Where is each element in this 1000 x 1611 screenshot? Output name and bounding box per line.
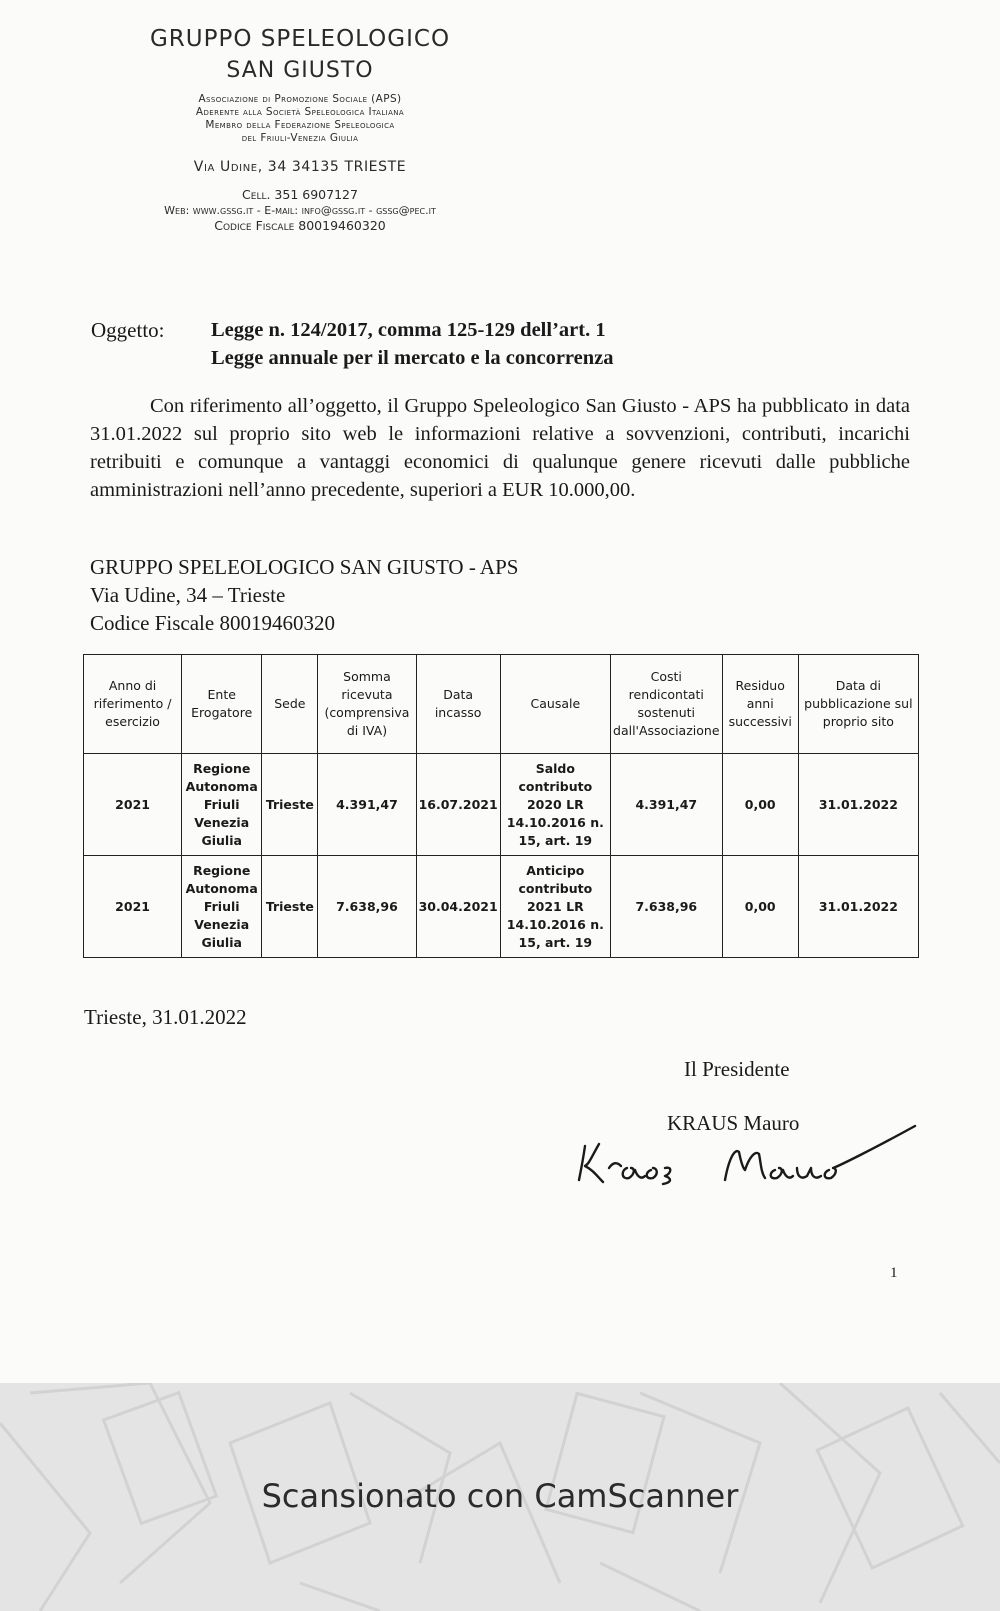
oggetto-label: Oggetto: [91,318,165,342]
handwritten-signature [575,1118,925,1198]
oggetto-text [211,316,614,372]
table-cell: 31.01.2022 [798,856,918,958]
affiliation-line: Membro della Federazione Speleologica [205,119,395,131]
table-row [84,754,919,856]
page-number: 1 [890,1265,898,1281]
letterhead-web-email: Web: www.gssg.it - E-mail: info@gssg.it - gssg@pec.it [164,204,436,217]
table-cell: 4.391,47 [610,754,722,856]
camscanner-footer [0,1383,1000,1611]
table-cell: Anticipo contributo 2021 LR 14.10.2016 n. 15, art. 19 [500,856,610,958]
affiliation-line: del Friuli-Venezia Giulia [241,132,359,144]
table-cell: 0,00 [722,856,798,958]
table-cell: 2021 [84,856,182,958]
table-header: Somma ricevuta (comprensiva di IVA) [318,655,416,754]
association-codice-fiscale: Codice Fiscale 80019460320 [90,611,335,635]
table-header: Data di pubblicazione sul proprio sito [798,655,918,754]
table-cell: Trieste [262,856,318,958]
letterhead-cell: Cell. 351 6907127 [242,187,358,202]
table-header: Anno di riferimento / esercizio [84,655,182,754]
org-name-line1: GRUPPO SPELEOLOGICO [149,26,451,52]
letterhead [110,26,490,233]
signatory-title: Il Presidente [684,1057,790,1081]
camscanner-label: Scansionato con CamScanner [261,1477,739,1515]
oggetto-line1: Legge n. 124/2017, comma 125-129 dell’art. 1 [211,319,606,341]
letterhead-codice-fiscale: Codice Fiscale 80019460320 [214,218,386,233]
table-header: Ente Erogatore [182,655,262,754]
table-cell: 7.638,96 [318,856,416,958]
oggetto-line2: Legge annuale per il mercato e la concorrenza [211,347,614,369]
table-cell: Trieste [262,754,318,856]
body-paragraph [90,392,910,504]
table-cell: Regione Autonoma Friuli Venezia Giulia [182,754,262,856]
table-header: Costi rendicontati sostenuti dall'Associazione [610,655,722,754]
table-header: Data incasso [416,655,500,754]
body-text: Con riferimento all’oggetto, il Gruppo Speleologico San Giusto - APS ha pubblicato in data 31.01.2022 sul proprio sito web le informazioni relative a sovvenzioni, contributi, incarichi retribuiti e comunque a vantaggi economici di qualunque genere ricevuti dalle pubbliche amministrazioni nell’anno precedente, superiori a EUR 10.000,00. [90,395,910,501]
table-row [84,856,919,958]
table-cell: 0,00 [722,754,798,856]
table-header: Sede [262,655,318,754]
table-header-row [84,655,919,754]
table-cell: 7.638,96 [610,856,722,958]
table-cell: 2021 [84,754,182,856]
affiliations [110,93,490,145]
table-cell: 16.07.2021 [416,754,500,856]
table-cell: 30.04.2021 [416,856,500,958]
affiliation-line: Aderente alla Società Speleologica Italiana [195,106,405,118]
org-name-line2: SAN GIUSTO [226,58,374,83]
place-date: Trieste, 31.01.2022 [84,1005,247,1029]
association-address: Via Udine, 34 – Trieste [90,583,286,607]
table-cell: Saldo contributo 2020 LR 14.10.2016 n. 15, art. 19 [500,754,610,856]
table-cell: Regione Autonoma Friuli Venezia Giulia [182,856,262,958]
affiliation-line: Associazione di Promozione Sociale (APS) [198,93,402,105]
table-cell: 4.391,47 [318,754,416,856]
association-name: GRUPPO SPELEOLOGICO SAN GIUSTO - APS [90,555,519,579]
table-header: Causale [500,655,610,754]
table-header: Residuo anni successivi [722,655,798,754]
table-cell: 31.01.2022 [798,754,918,856]
letterhead-address: Via Udine, 34 34135 TRIESTE [193,159,407,175]
association-block [90,553,518,637]
signatory-name: KRAUS Mauro [667,1111,800,1135]
contributions-table [83,654,919,958]
